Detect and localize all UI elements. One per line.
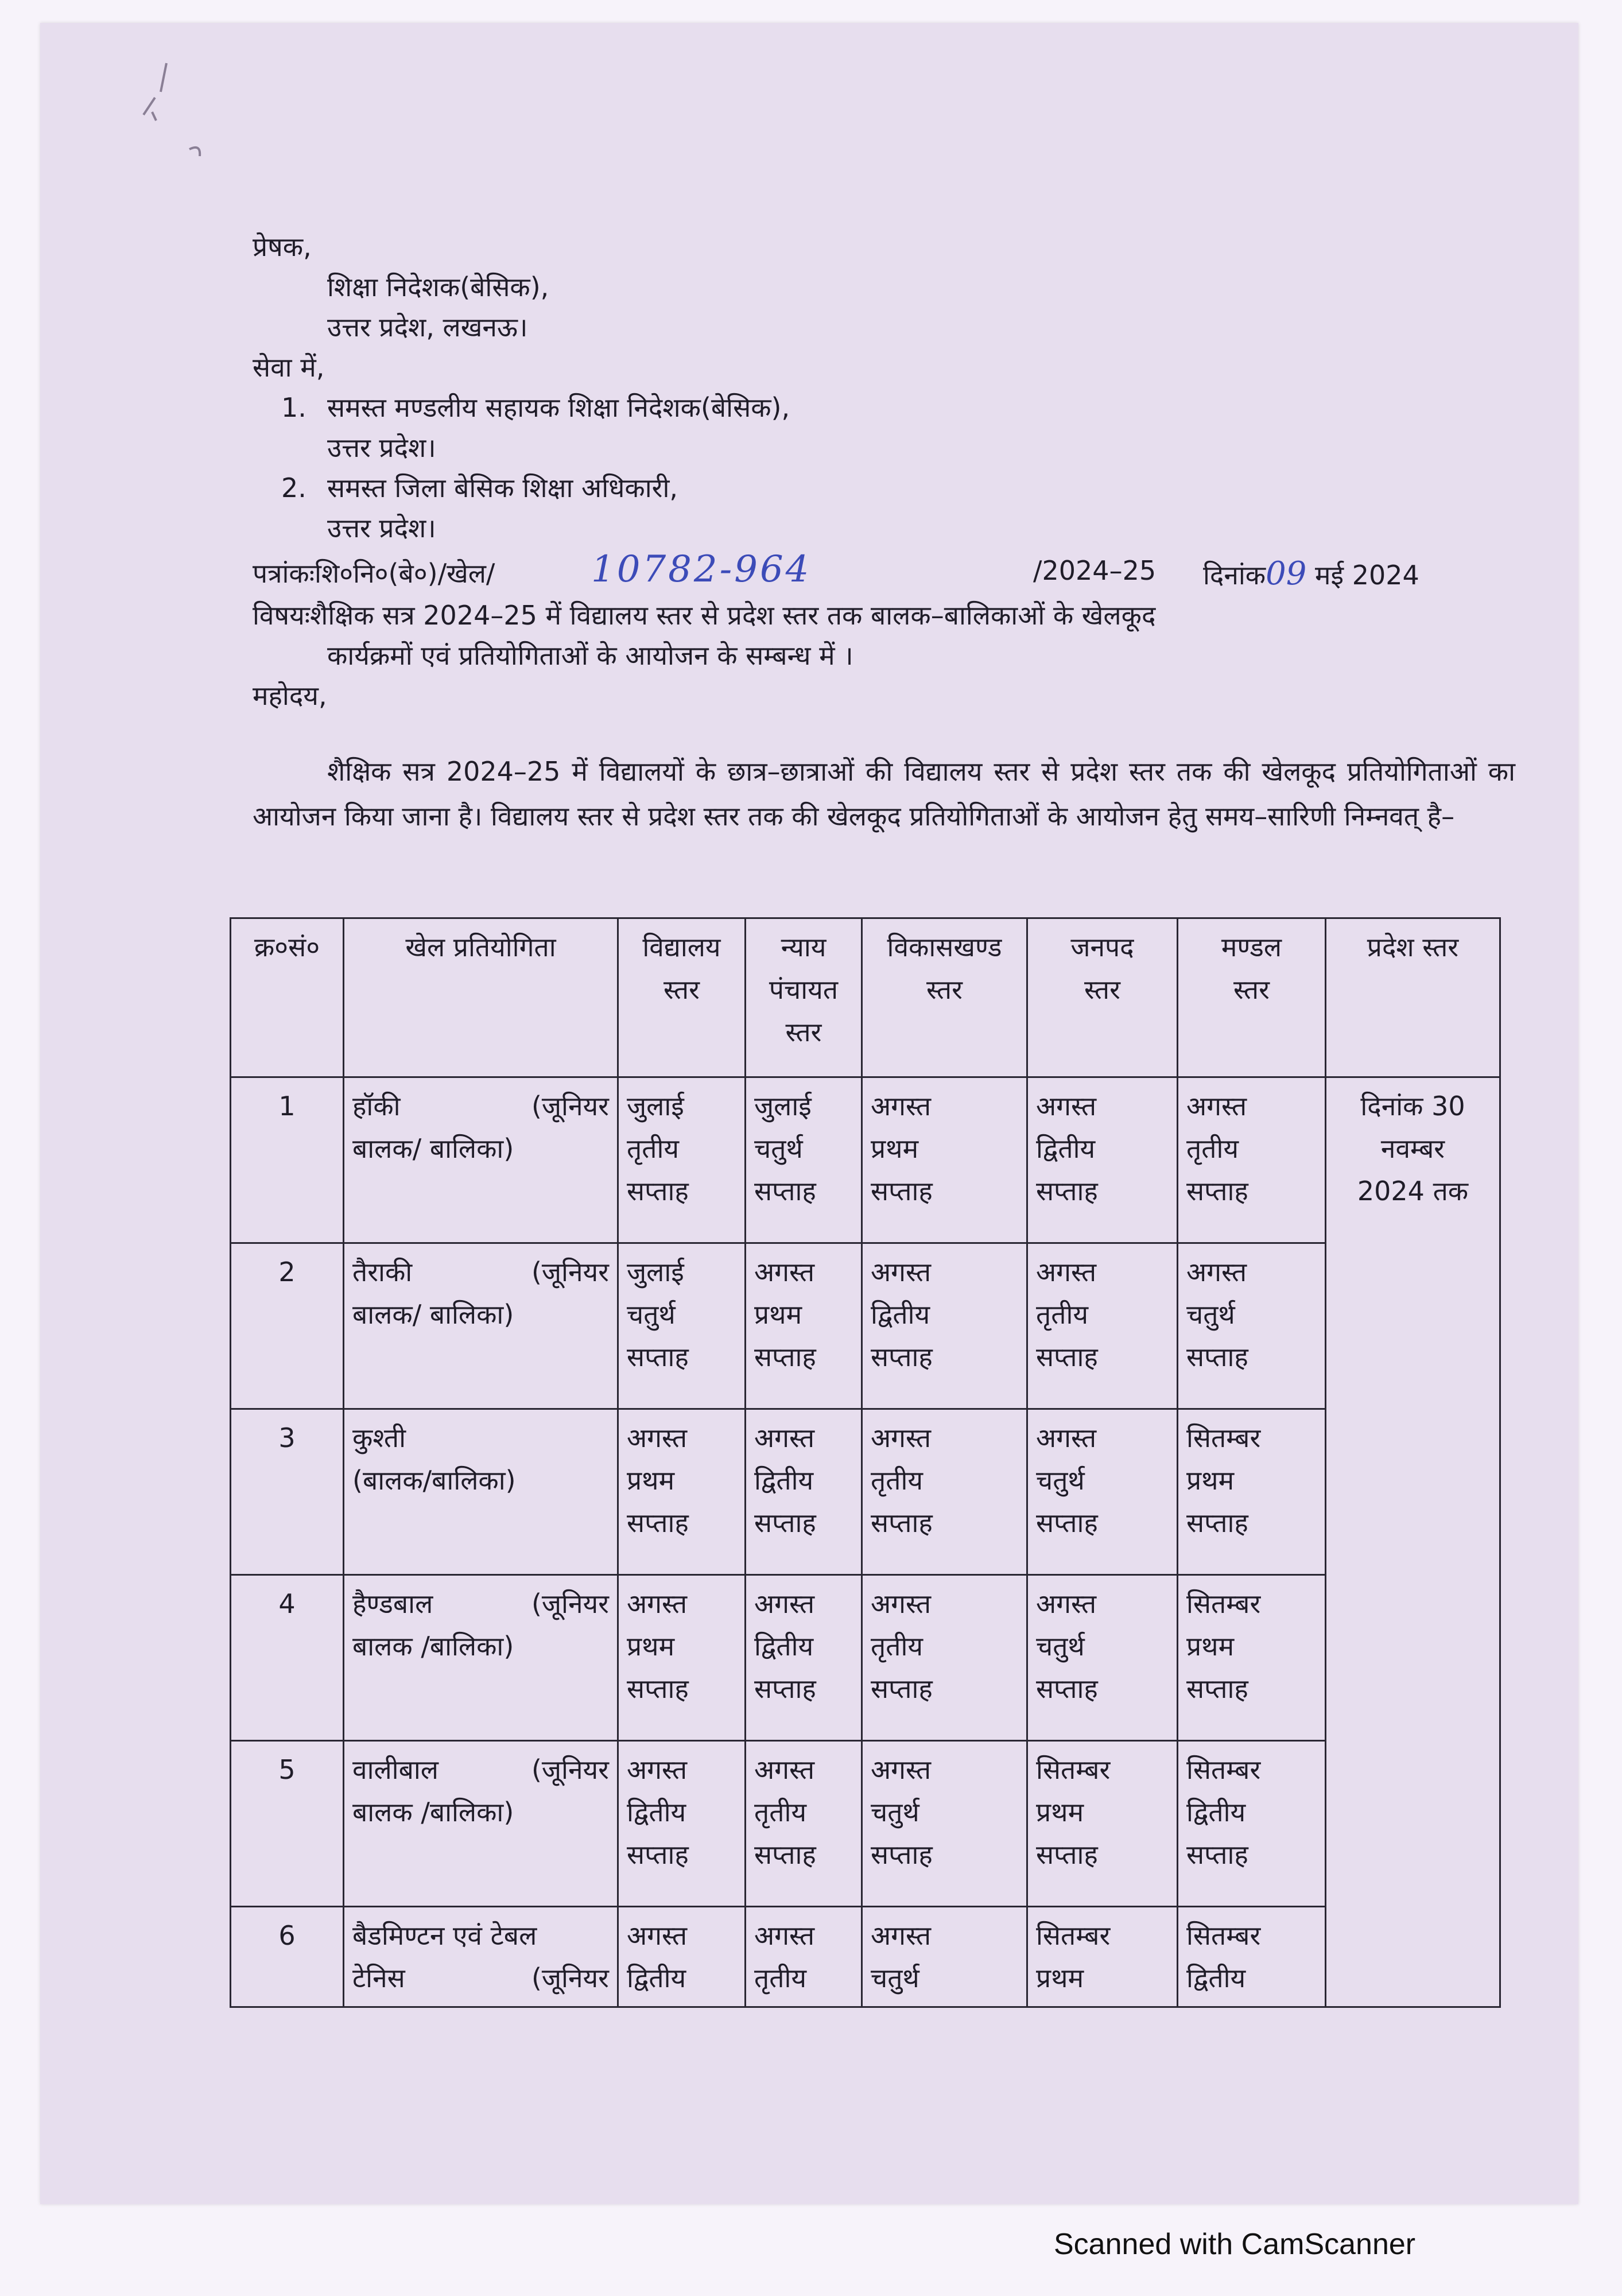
cell-text: सप्ताह	[1186, 1507, 1248, 1538]
table-row	[231, 1077, 1500, 1243]
sender-name: शिक्षा निदेशक(बेसिक),	[327, 272, 549, 302]
game-category: (जूनियर	[531, 1963, 609, 1994]
header-text: विद्यालय	[642, 932, 721, 963]
row-nyay-level	[746, 1907, 862, 2007]
cell-text: प्रथम	[1036, 1797, 1084, 1828]
recipient-item	[253, 468, 1515, 508]
game-category: (जूनियर	[531, 1256, 609, 1287]
row-district-level	[1027, 1575, 1178, 1741]
cell-text: सप्ताह	[627, 1176, 689, 1207]
cell-text: अगस्त	[627, 1588, 688, 1619]
game-gender: बालक /बालिका)	[352, 1631, 514, 1662]
row-division-level	[1178, 1907, 1326, 2007]
cell-text: सप्ताह	[754, 1507, 816, 1538]
cell-text: सप्ताह	[627, 1673, 689, 1704]
cell-text: तृतीय	[754, 1797, 807, 1828]
cell-text: सप्ताह	[871, 1673, 933, 1704]
cell-text: जुलाई	[754, 1091, 812, 1122]
pen-mark-scribble	[121, 57, 235, 184]
cell-text: सप्ताह	[627, 1341, 689, 1372]
subject-line-cont: कार्यक्रमों एवं प्रतियोगिताओं के आयोजन के सम्बन्ध में ।	[327, 640, 853, 671]
salutation: महोदय,	[253, 680, 327, 711]
cell-text: अगस्त	[754, 1588, 815, 1619]
cell-text: सप्ताह	[1036, 1507, 1098, 1538]
cell-text: अगस्त	[1036, 1422, 1097, 1453]
cell-text: सप्ताह	[627, 1839, 689, 1870]
row-school-level	[618, 1575, 746, 1741]
recipient-number: 2.	[281, 472, 306, 503]
header-text: जनपद	[1070, 932, 1134, 963]
row-block-level	[862, 1575, 1027, 1741]
header-game: खेल प्रतियोगिता	[344, 918, 618, 1077]
game-category: (जूनियर	[531, 1091, 609, 1122]
cell-text: सप्ताह	[754, 1673, 816, 1704]
cell-text: सप्ताह	[1036, 1176, 1098, 1207]
row-nyay-level	[746, 1077, 862, 1243]
cell-text: चतुर्थ	[754, 1133, 803, 1164]
cell-text: अगस्त	[1036, 1256, 1097, 1287]
game-name: हैण्डबाल	[352, 1588, 433, 1619]
cell-text: सप्ताह	[627, 1507, 689, 1538]
cell-text: प्रथम	[1036, 1963, 1084, 1994]
cell-text: सप्ताह	[1036, 1341, 1098, 1372]
row-division-level	[1178, 1243, 1326, 1409]
header-text: स्तर	[926, 974, 963, 1005]
row-sno: 3	[231, 1409, 344, 1575]
row-school-level	[618, 1077, 746, 1243]
row-block-level	[862, 1077, 1027, 1243]
cell-text: अगस्त	[871, 1754, 932, 1785]
letter-body	[253, 227, 1515, 839]
row-game	[344, 1077, 618, 1243]
handwritten-date-day: 09	[1266, 555, 1307, 592]
cell-text: अगस्त	[1186, 1091, 1247, 1122]
sports-schedule-table	[230, 917, 1501, 2008]
row-district-level	[1027, 1741, 1178, 1907]
row-nyay-level	[746, 1575, 862, 1741]
row-game	[344, 1575, 618, 1741]
cell-text: प्रथम	[627, 1631, 675, 1662]
cell-text: सप्ताह	[871, 1176, 933, 1207]
game-name: बैडमिण्टन एवं टेबल	[352, 1920, 537, 1951]
recipient-line: उत्तर प्रदेश।	[327, 513, 436, 544]
row-sno: 5	[231, 1741, 344, 1907]
game-gender: टेनिस	[352, 1963, 405, 1994]
cell-text: अगस्त	[627, 1422, 688, 1453]
cell-text: अगस्त	[754, 1754, 815, 1785]
row-division-level	[1178, 1741, 1326, 1907]
cell-text: सितम्बर	[1036, 1754, 1111, 1785]
cell-text: सितम्बर	[1036, 1920, 1111, 1951]
recipients-label: सेवा में,	[253, 352, 325, 383]
row-division-level	[1178, 1575, 1326, 1741]
row-game	[344, 1907, 618, 2007]
row-block-level	[862, 1409, 1027, 1575]
game-name: कुश्ती	[352, 1422, 406, 1453]
camscanner-watermark: Scanned with CamScanner	[1054, 2228, 1416, 2261]
table-row	[231, 1409, 1500, 1575]
header-school-level	[618, 918, 746, 1077]
body-paragraph: शैक्षिक सत्र 2024–25 में विद्यालयों के छात्र–छात्राओं की विद्यालय स्तर से प्रदेश स्तर तक की खेलकूद प्रतियोगिताओं का आयोजन किया जाना है। विद्यालय स्तर से प्रदेश स्तर तक की खेलकूद प्रतियोगिताओं के आयोजन हेतु समय–सारिणी निम्नवत् है–	[253, 756, 1515, 832]
row-game	[344, 1741, 618, 1907]
row-school-level	[618, 1243, 746, 1409]
row-district-level	[1027, 1243, 1178, 1409]
table-row	[231, 1907, 1500, 2007]
row-game	[344, 1243, 618, 1409]
cell-text: चतुर्थ	[1036, 1631, 1085, 1662]
cell-text: दिनांक 30	[1360, 1091, 1465, 1122]
cell-text: तृतीय	[871, 1631, 923, 1662]
game-name: वालीबाल	[352, 1754, 439, 1785]
cell-text: द्वितीय	[754, 1631, 814, 1662]
cell-text: सितम्बर	[1186, 1920, 1261, 1951]
cell-text: अगस्त	[871, 1920, 932, 1951]
header-block-level	[862, 918, 1027, 1077]
row-school-level	[618, 1741, 746, 1907]
cell-text: अगस्त	[871, 1422, 932, 1453]
row-block-level	[862, 1741, 1027, 1907]
recipient-number: 1.	[281, 392, 306, 423]
header-state-level: प्रदेश स्तर	[1326, 918, 1500, 1077]
table-header-row	[231, 918, 1500, 1077]
cell-text: द्वितीय	[627, 1797, 686, 1828]
table-row	[231, 1243, 1500, 1409]
cell-text: सप्ताह	[754, 1176, 816, 1207]
cell-text: अगस्त	[871, 1588, 932, 1619]
row-division-level	[1178, 1409, 1326, 1575]
row-sno: 1	[231, 1077, 344, 1243]
cell-text: सप्ताह	[871, 1341, 933, 1372]
cell-text: अगस्त	[1186, 1256, 1247, 1287]
cell-text: द्वितीय	[627, 1963, 686, 1994]
row-block-level	[862, 1243, 1027, 1409]
header-text: स्तर	[1084, 974, 1120, 1005]
header-text: न्याय	[781, 932, 826, 963]
cell-text: तृतीय	[754, 1963, 807, 1994]
cell-text: अगस्त	[754, 1920, 815, 1951]
header-district-level	[1027, 918, 1178, 1077]
table-row	[231, 1575, 1500, 1741]
header-nyay-panchayat-level	[746, 918, 862, 1077]
subject-line: विषयःशैक्षिक सत्र 2024–25 में विद्यालय स्तर से प्रदेश स्तर तक बालक–बालिकाओं के खेलकूद	[253, 600, 1156, 631]
cell-text: अगस्त	[871, 1091, 932, 1122]
date-month-year: मई 2024	[1315, 560, 1419, 591]
cell-text: सप्ताह	[1186, 1839, 1248, 1870]
cell-text: चतुर्थ	[1186, 1299, 1235, 1330]
game-gender: (बालक/बालिका)	[352, 1465, 516, 1496]
game-gender: बालक/ बालिका)	[352, 1133, 514, 1164]
cell-text: सप्ताह	[1186, 1176, 1248, 1207]
cell-text: सितम्बर	[1186, 1754, 1261, 1785]
header-division-level	[1178, 918, 1326, 1077]
row-division-level	[1178, 1077, 1326, 1243]
cell-text: सितम्बर	[1186, 1422, 1261, 1453]
cell-text: अगस्त	[754, 1256, 815, 1287]
cell-text: चतुर्थ	[627, 1299, 676, 1330]
row-school-level	[618, 1409, 746, 1575]
cell-text: अगस्त	[627, 1754, 688, 1785]
row-nyay-level	[746, 1243, 862, 1409]
game-gender: बालक/ बालिका)	[352, 1299, 514, 1330]
game-category: (जूनियर	[531, 1754, 609, 1785]
cell-text: सप्ताह	[1036, 1839, 1098, 1870]
game-gender: बालक /बालिका)	[352, 1797, 514, 1828]
cell-text: द्वितीय	[871, 1299, 930, 1330]
row-game	[344, 1409, 618, 1575]
reference-date	[1203, 555, 1419, 592]
cell-text: सप्ताह	[754, 1341, 816, 1372]
cell-text: सप्ताह	[1186, 1673, 1248, 1704]
cell-text: प्रथम	[754, 1299, 802, 1330]
cell-text: 2024 तक	[1357, 1176, 1469, 1207]
row-school-level	[618, 1907, 746, 2007]
header-sno: क्र०सं०	[231, 918, 344, 1077]
cell-text: द्वितीय	[1186, 1797, 1246, 1828]
row-nyay-level	[746, 1741, 862, 1907]
cell-text: अगस्त	[754, 1422, 815, 1453]
handwritten-reference-number: 10782-964	[591, 548, 812, 591]
header-text: स्तर	[1233, 974, 1270, 1005]
cell-text: अगस्त	[1036, 1588, 1097, 1619]
header-text: विकासखण्ड	[887, 932, 1002, 963]
state-level-deadline	[1326, 1077, 1500, 2007]
cell-text: प्रथम	[627, 1465, 675, 1496]
cell-text: सितम्बर	[1186, 1588, 1261, 1619]
cell-text: तृतीय	[627, 1133, 680, 1164]
reference-year: /2024–25	[1033, 555, 1157, 586]
reference-line	[253, 550, 1515, 595]
cell-text: द्वितीय	[754, 1465, 814, 1496]
cell-text: द्वितीय	[1036, 1133, 1096, 1164]
row-district-level	[1027, 1077, 1178, 1243]
recipient-line: समस्त जिला बेसिक शिक्षा अधिकारी,	[327, 472, 678, 503]
cell-text: अगस्त	[1036, 1091, 1097, 1122]
cell-text: सप्ताह	[1186, 1341, 1248, 1372]
row-nyay-level	[746, 1409, 862, 1575]
cell-text: प्रथम	[871, 1133, 919, 1164]
row-sno: 6	[231, 1907, 344, 2007]
cell-text: प्रथम	[1186, 1631, 1235, 1662]
cell-text: अगस्त	[627, 1920, 688, 1951]
row-district-level	[1027, 1907, 1178, 2007]
cell-text: जुलाई	[627, 1091, 684, 1122]
header-text: स्तर	[663, 974, 700, 1005]
cell-text: अगस्त	[871, 1256, 932, 1287]
recipient-line: उत्तर प्रदेश।	[327, 432, 436, 463]
row-block-level	[862, 1907, 1027, 2007]
cell-text: द्वितीय	[1186, 1963, 1246, 1994]
cell-text: तृतीय	[1036, 1299, 1089, 1330]
sender-label: प्रेषक,	[253, 231, 312, 262]
cell-text: सप्ताह	[1036, 1673, 1098, 1704]
game-name: तैराकी	[352, 1256, 413, 1287]
cell-text: तृतीय	[871, 1465, 923, 1496]
recipient-line: समस्त मण्डलीय सहायक शिक्षा निदेशक(बेसिक),	[327, 392, 790, 423]
cell-text: प्रथम	[1186, 1465, 1235, 1496]
cell-text: तृतीय	[1186, 1133, 1239, 1164]
header-text: पंचायत	[769, 974, 839, 1005]
cell-text: चतुर्थ	[871, 1963, 919, 1994]
cell-text: चतुर्थ	[1036, 1465, 1085, 1496]
cell-text: सप्ताह	[754, 1839, 816, 1870]
sender-place: उत्तर प्रदेश, लखनऊ।	[327, 312, 528, 343]
header-text: स्तर	[785, 1017, 822, 1048]
game-name: हॉकी	[352, 1091, 401, 1122]
cell-text: चतुर्थ	[871, 1797, 919, 1828]
reference-prefix: पत्रांकःशि०नि०(बे०)/खेल/	[253, 558, 495, 589]
cell-text: जुलाई	[627, 1256, 684, 1287]
recipient-item	[253, 387, 1515, 428]
row-sno: 4	[231, 1575, 344, 1741]
row-sno: 2	[231, 1243, 344, 1409]
cell-text: सप्ताह	[871, 1507, 933, 1538]
cell-text: नवम्बर	[1380, 1133, 1445, 1164]
game-category: (जूनियर	[531, 1588, 609, 1619]
date-label: दिनांक	[1203, 560, 1266, 591]
table-row	[231, 1741, 1500, 1907]
header-text: मण्डल	[1221, 932, 1282, 963]
row-district-level	[1027, 1409, 1178, 1575]
cell-text: सप्ताह	[871, 1839, 933, 1870]
